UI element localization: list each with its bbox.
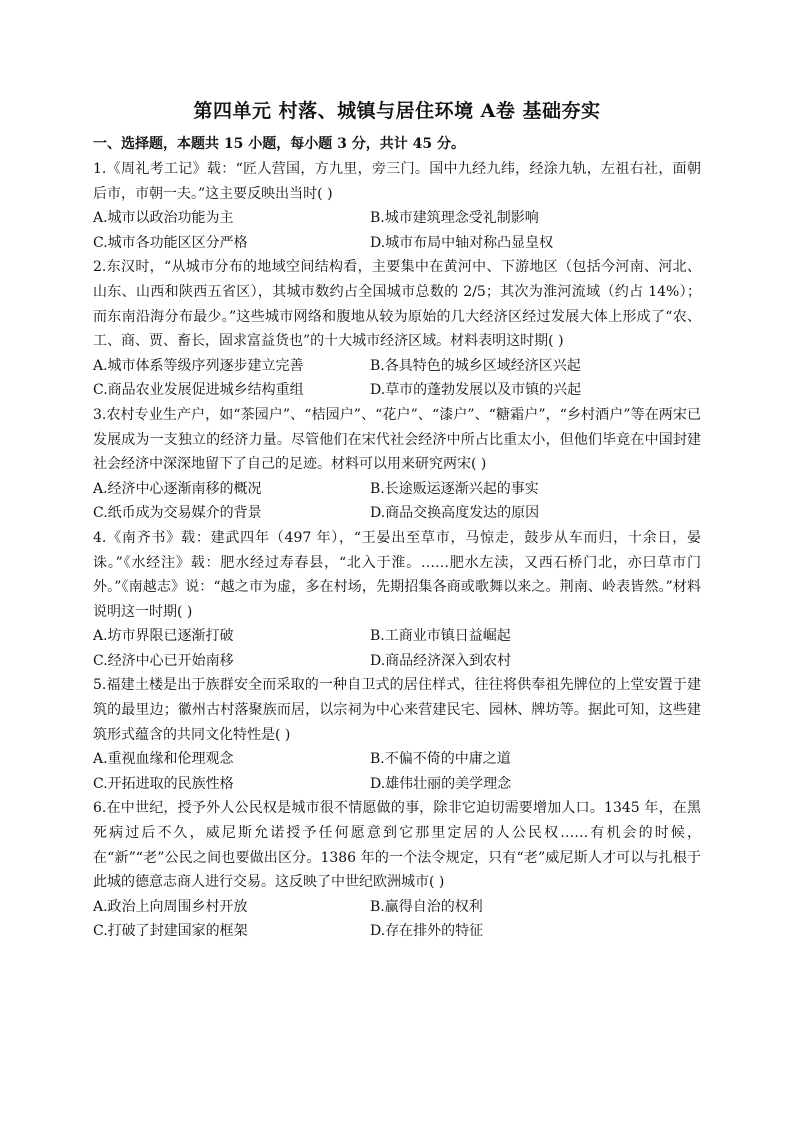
option-a: A.坊市界限已逐渐打破 — [93, 628, 234, 645]
option-a: A.城市以政治功能为主 — [93, 210, 234, 227]
option-d: D.存在排外的特征 — [370, 923, 484, 940]
question-2 — [93, 255, 701, 403]
option-c: C.开拓进取的民族性格 — [93, 775, 234, 792]
option-a: A.政治上向周围乡村开放 — [93, 898, 248, 915]
question-1 — [93, 157, 701, 255]
option-d: D.城市布局中轴对称凸显皇权 — [370, 234, 554, 251]
option-a: A.城市体系等级序列逐步建立完善 — [93, 357, 304, 374]
question-2-options — [93, 354, 701, 403]
question-5-options — [93, 747, 701, 796]
option-b: B.城市建筑理念受礼制影响 — [370, 210, 539, 227]
question-6 — [93, 796, 701, 944]
question-2-text: 2.东汉时，“从城市分布的地域空间结构看，主要集中在黄河中、下游地区（包括今河南、河北、山东、山西和陕西五省区），其城市数约占全国城市总数的 2/5；其次为淮河流域（约占 14%）；而东南沿海分布最少。”这些城市网络和腹地从较为原始的几大经济区经过发展大体上形成了“农、工、商、贾、畜长，固求富益货也”的十大城市经济区域。材料表明这时期( ) — [93, 259, 701, 350]
option-c: C.城市各功能区区分严格 — [93, 234, 248, 251]
question-3 — [93, 403, 701, 526]
question-3-text: 3.农村专业生产户，如“茶园户”、“桔园户”、“花户”、“漆户”、“糖霜户”，“乡村酒户”等在两宋已发展成为一支独立的经济力量。尽管他们在宋代社会经济中所占比重太小，但他们毕竟在中国封建社会经济中深深地留下了自己的足迹。材料可以用来研究两宋( ) — [93, 406, 701, 473]
option-c: C.经济中心已开始南移 — [93, 652, 234, 669]
section-heading: 一、选择题，本题共 15 小题，每小题 3 分，共计 45 分。 — [93, 136, 465, 152]
option-b: B.各具特色的城乡区域经济区兴起 — [370, 357, 581, 374]
option-d: D.雄伟壮丽的美学理念 — [370, 775, 512, 792]
question-6-text: 6.在中世纪，授予外人公民权是城市很不情愿做的事，除非它迫切需要增加人口。1345 年，在黑死病过后不久，威尼斯允诺授予任何愿意到它那里定居的人公民权……有机会的时候，在“新”“老”公民之间也要做出区分。1386 年的一个法令规定，只有“老”威尼斯人才可以与扎根于此城的德意志商人进行交易。这反映了中世纪欧洲城市( ) — [93, 800, 701, 891]
page-title: 第四单元 村落、城镇与居住环境 A卷 基础夯实 — [193, 100, 601, 122]
option-a: A.经济中心逐渐南移的概况 — [93, 480, 262, 497]
option-d: D.商品经济深入到农村 — [370, 652, 512, 669]
question-4-options — [93, 624, 701, 673]
question-1-options — [93, 206, 701, 255]
question-list — [93, 157, 701, 944]
question-6-options — [93, 895, 701, 944]
question-3-options — [93, 477, 701, 526]
option-d: D.商品交换高度发达的原因 — [370, 505, 540, 522]
option-a: A.重视血缘和伦理观念 — [93, 751, 234, 768]
question-5 — [93, 673, 701, 796]
question-5-text: 5.福建土楼是出于族群安全而采取的一种自卫式的居住样式，往往将供奉祖先牌位的上堂安置于建筑的最里边；徽州古村落聚族而居，以宗祠为中心来营建民宅、园林、牌坊等。据此可知，这些建筑形式蕴含的共同文化特性是( ) — [93, 677, 701, 743]
option-c: C.商品农业发展促进城乡结构重组 — [93, 382, 304, 399]
option-c: C.打破了封建国家的框架 — [93, 923, 248, 940]
option-b: B.工商业市镇日益崛起 — [370, 628, 511, 645]
question-4 — [93, 526, 701, 674]
option-d: D.草市的蓬勃发展以及市镇的兴起 — [370, 382, 582, 399]
option-b: B.长途贩运逐渐兴起的事实 — [370, 480, 539, 497]
option-c: C.纸币成为交易媒介的背景 — [93, 505, 262, 522]
question-1-text: 1.《周礼考工记》载：“匠人营国，方九里，旁三门。国中九经九纬，经涂九轨，左祖右社，面朝后市，市朝一夫。”这主要反映出当时( ) — [93, 161, 701, 202]
question-4-text: 4.《南齐书》载：建武四年（497 年），“王晏出至草市，马惊走，鼓步从车而归，十余日，晏诛。”《水经注》载：肥水经过寿春县，“北入于淮。……肥水左渎，又西石桥门北，亦曰草市门外。”《南越志》说：“越之市为虚，多在村场，先期招集各商或歌舞以来之。荆南、岭表皆然。”材料说明这一时期( ) — [93, 529, 701, 620]
option-b: B.不偏不倚的中庸之道 — [370, 751, 511, 768]
option-b: B.赢得自治的权利 — [370, 898, 483, 915]
